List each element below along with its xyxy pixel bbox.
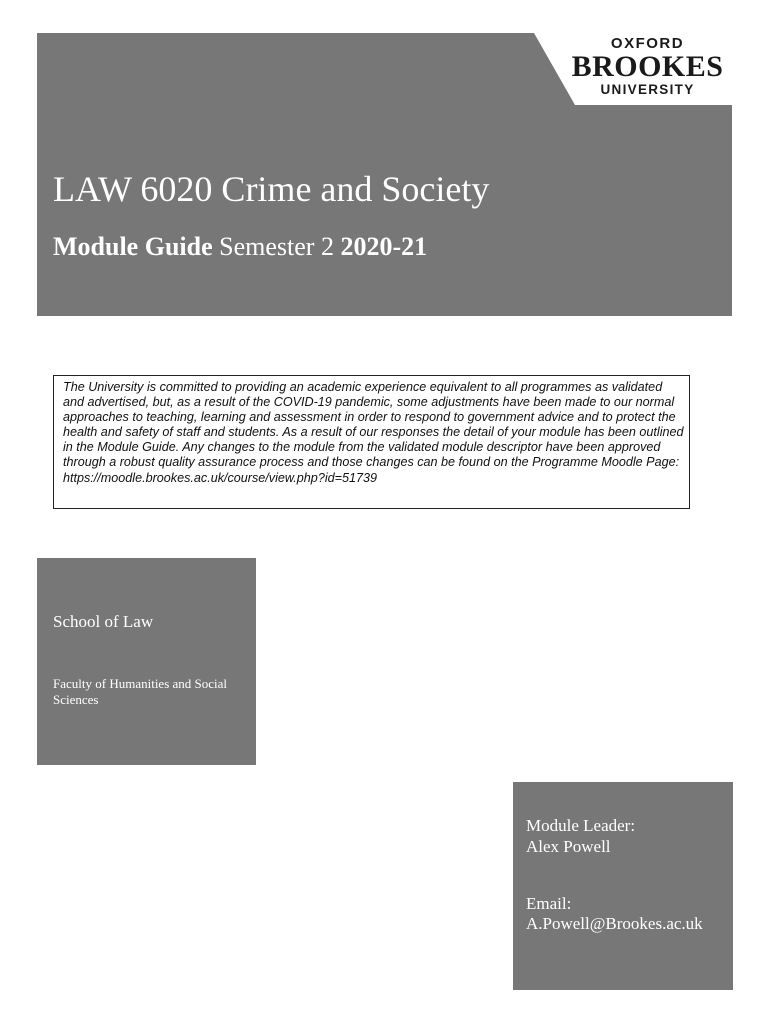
logo-line-university: UNIVERSITY <box>600 82 695 97</box>
university-logo <box>570 36 725 97</box>
logo-line-oxford: OXFORD <box>610 35 685 52</box>
covid-notice-text: The University is committed to providing an academic experience equivalent to all programmes as validated and advertised, but, as a result of the COVID-19 pandemic, some adjustments have been made to our normal approaches to teaching, learning and assessment in order to respond to government advice and to protect the health and safety of staff and students. As a result of our responses the detail of your module has been outlined in the Module Guide. Any changes to the module from the validated module descriptor have been approved through a robust quality assurance process and those changes can be found on the Programme Moodle Page: https://moodle.brookes.ac.uk/course/view.php?id=51739 <box>63 380 684 485</box>
module-leader-label: Module Leader: <box>526 816 636 835</box>
email-label: Email: <box>526 894 572 913</box>
subtitle-module-guide: Module Guide <box>53 232 213 261</box>
module-leader-block <box>513 782 733 990</box>
subtitle-year: 2020-21 <box>340 232 428 261</box>
module-leader-name: Alex Powell <box>526 837 611 856</box>
module-title: LAW 6020 Crime and Society <box>53 169 490 209</box>
school-name: School of Law <box>53 612 154 631</box>
subtitle-semester: Semester 2 <box>212 232 341 261</box>
faculty-name: Faculty of Humanities and Social Sciences <box>53 676 228 707</box>
school-block <box>37 558 256 765</box>
logo-line-brookes: BROOKES <box>571 50 724 83</box>
module-subtitle <box>53 232 427 262</box>
covid-notice-box <box>53 375 690 509</box>
leader-email-link[interactable]: A.Powell@Brookes.ac.uk <box>526 914 703 933</box>
